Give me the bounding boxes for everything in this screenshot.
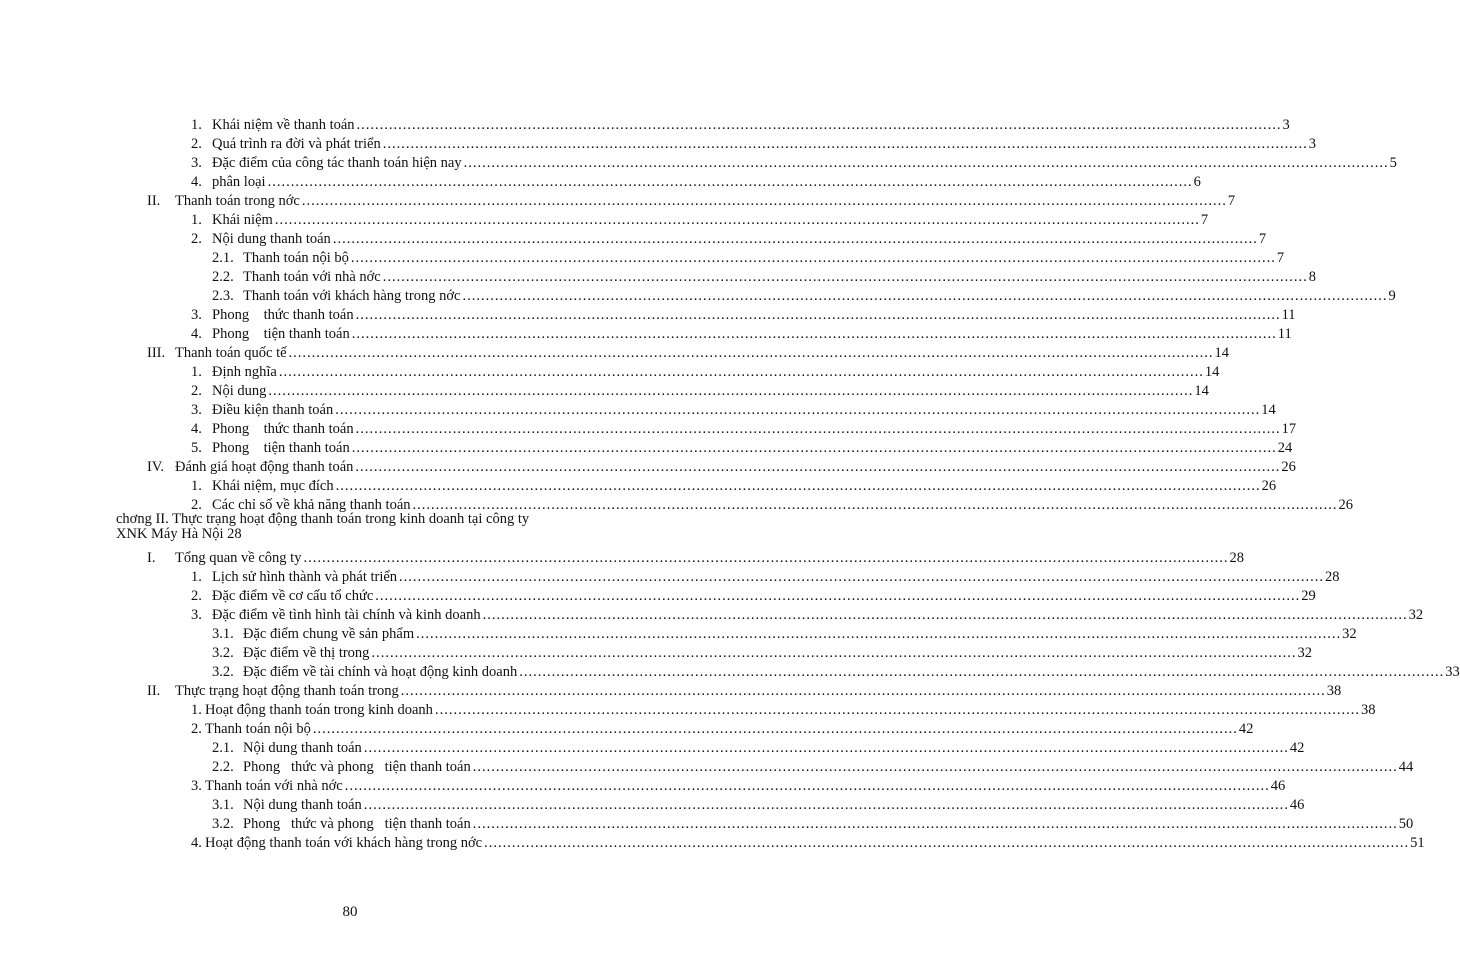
toc-entry-page: 26	[1261, 478, 1277, 494]
toc-entry-title: Thanh toán với khách hàng trong nớc	[243, 288, 461, 304]
toc-entry	[147, 191, 1236, 211]
toc-entry	[212, 757, 1414, 777]
dot-leader: ........................................................................................................................................................................................................	[350, 250, 1276, 266]
toc-entry-number: 2.	[191, 588, 202, 604]
toc-entry-page: 7	[1227, 193, 1236, 209]
toc-entry	[212, 267, 1316, 287]
dot-leader: ........................................................................................................................................................................................................	[400, 683, 1326, 699]
toc-entry-number: 2.3.	[212, 288, 234, 304]
toc-entry-title: phân loại	[212, 174, 266, 190]
dot-leader: ........................................................................................................................................................................................................	[382, 269, 1308, 285]
toc-entry	[191, 438, 1293, 458]
toc-entry-title: Quá trình ra đời và phát triển	[212, 136, 381, 152]
toc-entry-number: 2.	[191, 383, 202, 399]
toc-entry	[147, 343, 1230, 363]
toc-entry-number: 1.	[191, 702, 202, 718]
toc-entry-number: 2.2.	[212, 269, 234, 285]
toc-entry-page: 28	[1325, 569, 1340, 585]
toc-entry-number: 4.	[191, 835, 202, 851]
toc-entry	[191, 362, 1220, 382]
toc-entry-page: 32	[1297, 645, 1312, 661]
toc-entry-page: 46	[1270, 778, 1286, 794]
toc-entry-title: Định nghĩa	[212, 364, 277, 380]
toc-entry-number: 3.1.	[212, 797, 234, 813]
toc-entry-title: Thực trạng hoạt động thanh toán trong	[175, 683, 399, 699]
dot-leader: ........................................................................................................................................................................................................	[519, 664, 1445, 680]
toc-entry-title: Tổng quan về công ty	[175, 550, 302, 566]
dot-leader: ........................................................................................................................................................................................................	[462, 288, 1388, 304]
dot-leader: ........................................................................................................................................................................................................	[356, 117, 1282, 133]
toc-entry-page: 14	[1261, 402, 1276, 418]
dot-leader: ........................................................................................................................................................................................................	[355, 459, 1281, 475]
toc-entry	[191, 381, 1209, 401]
toc-entry-number: 1.	[191, 212, 202, 228]
toc-entry-page: 17	[1281, 421, 1297, 437]
toc-entry-number: 1.	[191, 117, 202, 133]
toc-entry-title: Đặc điểm về tài chính và hoạt động kinh doanh	[243, 664, 518, 680]
toc-entry-page: 51	[1410, 835, 1425, 851]
toc-entry-title: Phong thức thanh toán	[212, 307, 354, 323]
toc-entry	[212, 248, 1285, 268]
dot-leader: ........................................................................................................................................................................................................	[274, 212, 1200, 228]
dot-leader: ........................................................................................................................................................................................................	[472, 759, 1398, 775]
toc-entry-page: 7	[1200, 212, 1209, 228]
dot-leader: ........................................................................................................................................................................................................	[288, 345, 1214, 361]
toc-entry-number: 3.2.	[212, 664, 234, 680]
toc-entry-title: Thanh toán nội bộ	[205, 721, 311, 737]
toc-entry-title: Đặc điểm về tình hình tài chính và kinh doanh	[212, 607, 481, 623]
toc-entry	[191, 172, 1201, 192]
toc-entry-title: Thanh toán trong nớc	[175, 193, 300, 209]
toc-entry-number: I.	[147, 550, 156, 566]
dot-leader: ........................................................................................................................................................................................................	[278, 364, 1204, 380]
toc-entry-title: Thanh toán nội bộ	[243, 250, 349, 266]
toc-entry-title: Nội dung thanh toán	[212, 231, 331, 247]
toc-entry-title: Thanh toán với nhà nớc	[205, 778, 343, 794]
dot-leader: ........................................................................................................................................................................................................	[351, 326, 1277, 342]
toc-entry-page: 14	[1204, 364, 1220, 380]
toc-entry-title: Nội dung thanh toán	[243, 797, 362, 813]
toc-entry-title: Phong thức và phong tiện thanh toán	[243, 816, 471, 832]
chapter-heading	[116, 512, 636, 542]
toc-entry-number: 3.	[191, 307, 202, 323]
toc-entry	[191, 567, 1340, 587]
dot-leader: ........................................................................................................................................................................................................	[267, 174, 1193, 190]
toc-entry-number: 3.2.	[212, 645, 234, 661]
toc-entry-page: 50	[1398, 816, 1414, 832]
toc-entry-number: 4.	[191, 421, 202, 437]
toc-entry-number: 2.1.	[212, 740, 234, 756]
toc-entry	[212, 624, 1357, 644]
toc-entry-page: 9	[1388, 288, 1396, 304]
toc-entry-title: Đặc điểm của công tác thanh toán hiện nay	[212, 155, 462, 171]
toc-entry-number: 2.	[191, 136, 202, 152]
chapter-heading-line-1: chơng II. Thực trạng hoạt động thanh toán trong kinh doanh tại công ty	[116, 511, 530, 527]
toc-entry-number: 1.	[191, 569, 202, 585]
toc-entry	[191, 419, 1297, 439]
dot-leader: ........................................................................................................................................................................................................	[363, 740, 1289, 756]
toc-entry	[212, 662, 1460, 682]
toc-entry	[212, 814, 1414, 834]
toc-entry-page: 32	[1408, 607, 1424, 623]
toc-entry-title: Thanh toán quốc tế	[175, 345, 287, 361]
toc-entry-page: 38	[1360, 702, 1376, 718]
toc-entry	[191, 210, 1209, 230]
dot-leader: ........................................................................................................................................................................................................	[335, 478, 1261, 494]
toc-entry-number: 3.	[191, 402, 202, 418]
toc-entry	[212, 738, 1305, 758]
dot-leader: ........................................................................................................................................................................................................	[355, 307, 1281, 323]
toc-entry-page: 5	[1389, 155, 1397, 171]
dot-leader: ........................................................................................................................................................................................................	[332, 231, 1258, 247]
dot-leader: ........................................................................................................................................................................................................	[399, 569, 1325, 585]
dot-leader: ........................................................................................................................................................................................................	[382, 136, 1308, 152]
toc-entry-page: 3	[1282, 117, 1290, 133]
toc-entry-title: Các chỉ số về khả năng thanh toán	[212, 497, 411, 513]
toc-entry-title: Đánh giá hoạt động thanh toán	[175, 459, 354, 475]
toc-entry	[191, 324, 1292, 344]
toc-entry	[147, 457, 1296, 477]
dot-leader: ........................................................................................................................................................................................................	[335, 402, 1261, 418]
toc-entry-number: II.	[147, 683, 161, 699]
toc-entry-number: 2.	[191, 721, 202, 737]
chapter-heading-line-2: XNK Máy Hà Nội 28	[116, 526, 242, 542]
toc-entry-page: 7	[1258, 231, 1267, 247]
toc-entry-number: II.	[147, 193, 161, 209]
toc-entry-page: 33	[1445, 664, 1460, 680]
toc-entry-page: 24	[1277, 440, 1293, 456]
toc-entry-title: Thanh toán với nhà nớc	[243, 269, 381, 285]
toc-entry-title: Khái niệm về thanh toán	[212, 117, 355, 133]
toc-entry-number: III.	[147, 345, 166, 361]
toc-entry-number: 3.	[191, 607, 202, 623]
toc-entry-title: Khái niệm	[212, 212, 273, 228]
toc-entry-page: 14	[1214, 345, 1230, 361]
toc-entry-number: 2.	[191, 497, 202, 513]
toc-entry-title: Phong thức và phong tiện thanh toán	[243, 759, 471, 775]
toc-entry	[191, 586, 1316, 606]
dot-leader: ........................................................................................................................................................................................................	[472, 816, 1398, 832]
dot-leader: ........................................................................................................................................................................................................	[344, 778, 1270, 794]
dot-leader: ........................................................................................................................................................................................................	[355, 421, 1281, 437]
dot-leader: ........................................................................................................................................................................................................	[363, 797, 1289, 813]
toc-entry-number: 2.	[191, 231, 202, 247]
dot-leader: ........................................................................................................................................................................................................	[482, 607, 1408, 623]
toc-entry	[147, 681, 1342, 701]
dot-leader: ........................................................................................................................................................................................................	[371, 645, 1297, 661]
dot-leader: ........................................................................................................................................................................................................	[312, 721, 1238, 737]
toc-entry-title: Phong tiện thanh toán	[212, 326, 350, 342]
page-number: 80	[342, 904, 358, 920]
dot-leader: ........................................................................................................................................................................................................	[434, 702, 1360, 718]
toc-entry-title: Điều kiện thanh toán	[212, 402, 334, 418]
dot-leader: ........................................................................................................................................................................................................	[412, 497, 1338, 513]
toc-entry-page: 6	[1193, 174, 1201, 190]
toc-entry-title: Nội dung	[212, 383, 267, 399]
toc-entry-title: Đặc điểm về thị trong	[243, 645, 370, 661]
toc-entry	[191, 115, 1290, 135]
dot-leader: ........................................................................................................................................................................................................	[268, 383, 1194, 399]
toc-entry-title: Hoạt động thanh toán với khách hàng trong nớc	[205, 835, 483, 851]
toc-entry-page: 44	[1398, 759, 1414, 775]
toc-entry-number: 5.	[191, 440, 202, 456]
toc-entry-number: 3.	[191, 778, 202, 794]
toc-entry-page: 3	[1308, 136, 1316, 152]
toc-entry	[191, 833, 1425, 853]
toc-entry-page: 14	[1194, 383, 1209, 399]
toc-entry-page: 8	[1308, 269, 1316, 285]
toc-entry-title: Hoạt động thanh toán trong kinh doanh	[205, 702, 433, 718]
toc-entry-page: 11	[1277, 326, 1292, 342]
toc-entry-title: Đặc điểm về cơ cấu tổ chức	[212, 588, 374, 604]
toc-entry-page: 26	[1281, 459, 1296, 475]
dot-leader: ........................................................................................................................................................................................................	[301, 193, 1227, 209]
dot-leader: ........................................................................................................................................................................................................	[375, 588, 1301, 604]
toc-entry-number: 3.1.	[212, 626, 234, 642]
toc-entry-number: 4.	[191, 326, 202, 342]
toc-entry	[212, 286, 1396, 306]
toc-entry	[191, 776, 1286, 796]
toc-entry-page: 38	[1326, 683, 1342, 699]
toc-entry-number: 3.	[191, 155, 202, 171]
toc-entry-page: 29	[1301, 588, 1316, 604]
toc-entry-number: 3.2.	[212, 816, 234, 832]
toc-entry-number: 2.2.	[212, 759, 234, 775]
toc-entry-page: 42	[1238, 721, 1254, 737]
toc-entry-number: 1.	[191, 478, 202, 494]
toc-entry	[191, 400, 1276, 420]
toc-entry-page: 11	[1281, 307, 1296, 323]
dot-leader: ........................................................................................................................................................................................................	[416, 626, 1342, 642]
toc-entry-page: 26	[1338, 497, 1354, 513]
toc-entry-title: Phong tiện thanh toán	[212, 440, 350, 456]
dot-leader: ........................................................................................................................................................................................................	[351, 440, 1277, 456]
toc-entry	[191, 305, 1296, 325]
toc-entry	[212, 643, 1312, 663]
toc-entry-page: 46	[1289, 797, 1305, 813]
toc-entry-number: 1.	[191, 364, 202, 380]
toc-entry-page: 28	[1229, 550, 1244, 566]
toc-entry	[191, 134, 1316, 154]
dot-leader: ........................................................................................................................................................................................................	[484, 835, 1410, 851]
toc-entry	[191, 700, 1376, 720]
toc-entry	[191, 719, 1254, 739]
dot-leader: ........................................................................................................................................................................................................	[463, 155, 1389, 171]
toc-entry-title: Nội dung thanh toán	[243, 740, 362, 756]
toc-entry-page: 7	[1276, 250, 1285, 266]
toc-entry	[191, 605, 1424, 625]
toc-entry	[191, 229, 1267, 249]
toc-entry-page: 32	[1342, 626, 1357, 642]
toc-entry-number: 4.	[191, 174, 202, 190]
toc-entry-number: IV.	[147, 459, 165, 475]
toc-entry-number: 2.1.	[212, 250, 234, 266]
toc-entry	[191, 476, 1277, 496]
toc-entry	[147, 548, 1244, 568]
toc-entry-page: 42	[1289, 740, 1305, 756]
toc-entry-title: Đặc điểm chung về sản phẩm	[243, 626, 415, 642]
toc-entry	[191, 153, 1397, 173]
toc-entry-title: Khái niệm, mục đích	[212, 478, 334, 494]
toc-entry-title: Phong thức thanh toán	[212, 421, 354, 437]
toc-entry	[212, 795, 1305, 815]
dot-leader: ........................................................................................................................................................................................................	[303, 550, 1229, 566]
toc-entry-title: Lịch sử hình thành và phát triển	[212, 569, 398, 585]
